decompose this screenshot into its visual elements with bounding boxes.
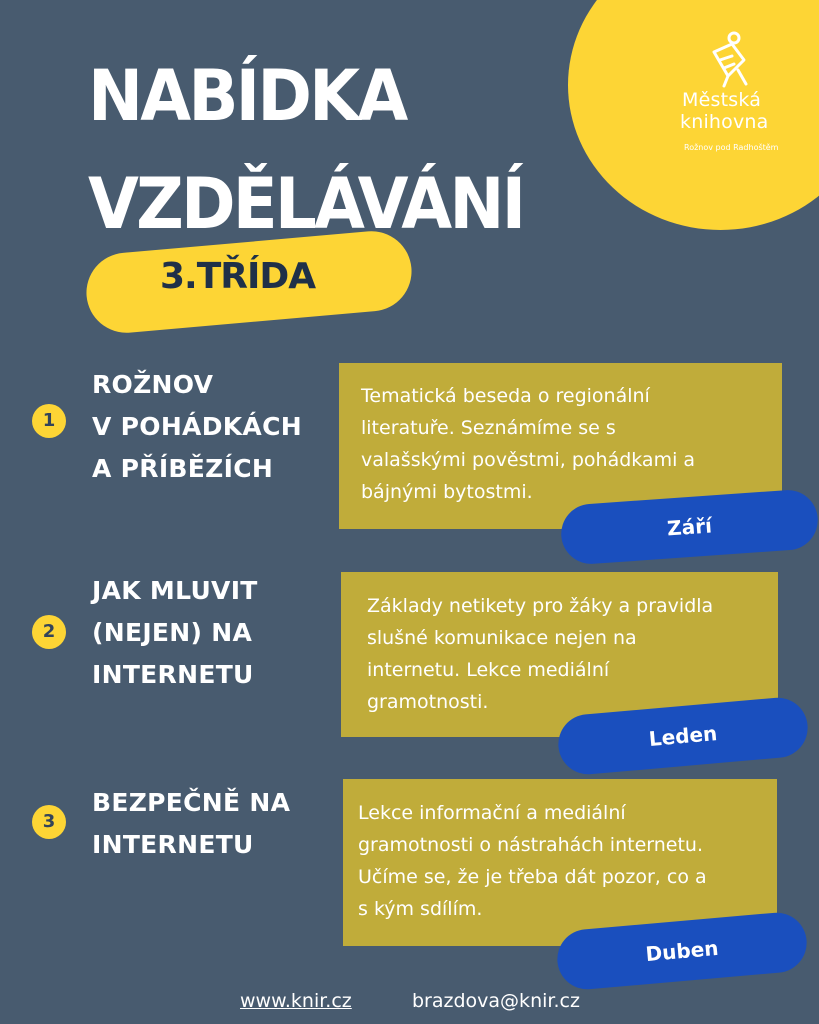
program-number-2: 2 <box>32 615 66 649</box>
logo-title: Městská knihovna <box>680 89 769 133</box>
program-description-3: Lekce informační a mediální gramotnosti o nástrahách internetu. Učíme se, že je třeba dát pozor, co a s kým sdílím. <box>358 802 707 920</box>
program-title-2: JAK MLUVIT (NEJEN) NA INTERNETU <box>92 576 258 689</box>
book-person-icon <box>704 30 752 90</box>
program-description-1: Tematická beseda o regionální literatuře. Seznámíme se s valašskými pověstmi, pohádkami a bájnými bytostmi. <box>361 385 696 503</box>
program-description-2: Základy netikety pro žáky a pravidla slušné komunikace nejen na internetu. Lekce mediální gramotnosti. <box>367 595 714 713</box>
program-number-3: 3 <box>32 805 66 839</box>
program-number-1: 1 <box>32 404 66 438</box>
program-month-3: Duben <box>555 910 809 992</box>
program-month-1: Září <box>559 488 819 566</box>
footer-email[interactable]: brazdova@knir.cz <box>412 990 580 1012</box>
page-title-line-2: VZDĚLÁVÁNÍ <box>88 163 524 245</box>
footer-website[interactable] <box>240 990 352 1012</box>
program-title-1: ROŽNOV V POHÁDKÁCH A PŘÍBĚZÍCH <box>92 370 302 483</box>
grade-label: 3.TŘÍDA <box>160 256 316 297</box>
program-month-2: Leden <box>556 695 810 777</box>
page-title-line-1: NABÍDKA <box>88 55 406 137</box>
logo-subtitle: Rožnov pod Radhoštěm <box>684 143 779 152</box>
program-title-3: BEZPEČNĚ NA INTERNETU <box>92 788 291 859</box>
website-link[interactable]: www.knir.cz <box>240 990 352 1012</box>
